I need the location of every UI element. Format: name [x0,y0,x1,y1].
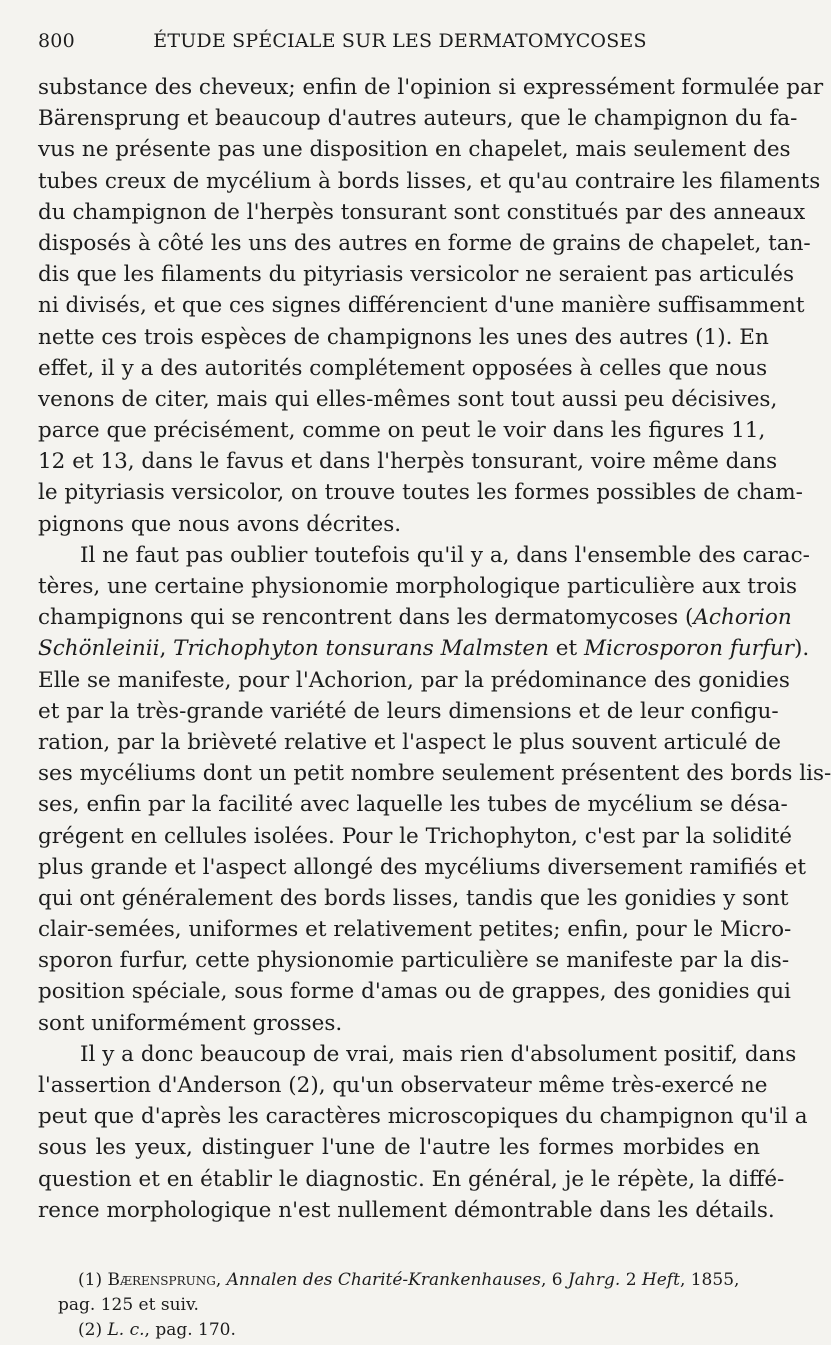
text-line: Bärensprung et beaucoup d'autres auteurs, que le champignon du fa- [38,106,798,132]
text-line: venons de citer, mais qui elles-mêmes sont tout aussi peu décisives, [38,386,778,412]
text-line: du champignon de l'herpès tonsurant sont constitués par des anneaux [38,199,806,225]
text-line: pignons que nous avons décrites. [38,511,402,537]
text-line: effet, il y a des autorités complétement opposées à celles que nous [38,355,768,381]
footnote-heft: Heft [641,1270,680,1290]
text-span: ). [793,636,810,662]
text-line: ses mycéliums dont un petit nombre seulement présentent des bords lis- [38,761,831,787]
running-header [38,30,762,62]
text-line: le pityriasis versicolor, on trouve toutes les formes possibles de cham- [38,480,803,506]
italic-species: Schönleinii [38,636,160,662]
footnote-work: Annalen des Charité-Krankenhauses [226,1270,541,1290]
running-title: ÉTUDE SPÉCIALE SUR LES DERMATOMYCOSES [153,30,647,52]
text-line: Il ne faut pas oublier toutefois qu'il y a, dans l'ensemble des carac- [80,542,810,568]
text-span: , pag. 170. [144,1320,236,1340]
italic-species: Trichophyton tonsurans Malmsten [173,636,549,662]
text-line: Il y a donc beaucoup de vrai, mais rien d'absolument positif, dans [80,1041,797,1067]
text-line: sont uniformément grosses. [38,1010,343,1036]
italic-species: Microsporon furfur [584,636,794,662]
paragraph-2 [38,540,831,1039]
text-line: qui ont généralement des bords lisses, tandis que les gonidies y sont [38,885,789,911]
footnote-jahrg: Jahrg. [567,1270,621,1290]
text-line: l'assertion d'Anderson (2), qu'un observateur même très-exercé ne [38,1073,768,1098]
text-line: nette ces trois espèces de champignons les unes des autres (1). En [38,324,769,350]
text-span: , [159,636,174,662]
footnotes [58,1268,762,1343]
text-line: parce que précisément, comme on peut le voir dans les figures 11, [38,418,766,444]
text-line: et par la très-grande variété de leurs dimensions et de leur configu- [38,698,779,724]
text-line: tubes creux de mycélium à bords lisses, et qu'au contraire les filaments [38,168,821,194]
text-line: position spéciale, sous forme d'amas ou de grappes, des gonidies qui [38,979,791,1005]
text-span: champignons qui se rencontrent dans les dermatomycoses ( [38,605,694,631]
footnote-marker: (2) [78,1320,103,1340]
text-line: 12 et 13, dans le favus et dans l'herpès tonsurant, voire même dans [38,449,778,475]
text-span: et [548,636,585,662]
text-line: rence morphologique n'est nullement démontrable dans les détails. [38,1197,775,1223]
text-line: grégent en cellules isolées. Pour le Trichophyton, c'est par la solidité [38,823,792,849]
paragraph-1 [38,72,824,540]
text-span: , 1855, [679,1270,740,1290]
paragraph-3 [38,1039,808,1226]
text-line: ses, enfin par la facilité avec laquelle les tubes de mycélium se désa- [38,792,788,818]
text-line: plus grande et l'aspect allongé des mycéliums diversement ramifiés et [38,854,807,880]
text-span: 2 [620,1270,642,1290]
text-line: sous les yeux, distinguer l'une de l'autre les formes morbides en [38,1135,760,1161]
text-line: vus ne présente pas une disposition en chapelet, mais seulement des [38,137,791,163]
text-line: tères, une certaine physionomie morphologique particulière aux trois [38,574,798,599]
footnote-2 [78,1318,762,1343]
text-line: clair-semées, uniformes et relativement petites; enfin, pour le Micro- [38,917,792,943]
footnote-marker: (1) [78,1270,103,1290]
text-line: disposés à côté les uns des autres en forme de grains de chapelet, tan- [38,230,811,256]
footnote-ref: L. c. [107,1320,145,1340]
text-line: ni divisés, et que ces signes différencient d'une manière suffisamment [38,293,805,319]
text-line: substance des cheveux; enfin de l'opinion si expressément formulée par [38,75,824,100]
italic-genus: Achorion [693,605,792,631]
text-line: question et en établir le diagnostic. En général, je le répète, la diffé- [38,1166,785,1192]
footnote-1-cont: pag. 125 et suiv. [58,1295,199,1315]
text-line: sporon furfur, cette physionomie particulière se manifeste par la dis- [38,948,790,974]
text-span: , 6 [540,1270,568,1290]
text-line [38,602,792,633]
text-span: , [215,1270,227,1290]
text-line: ration, par la brièveté relative et l'aspect le plus souvent articulé de [38,729,781,755]
main-text [38,72,831,1226]
text-line: peut que d'après les caractères microscopiques du champignon qu'il a [38,1104,808,1130]
text-line: Elle se manifeste, pour l'Achorion, par la prédominance des gonidies [38,667,790,693]
text-line [38,633,810,664]
page-number: 800 [38,30,75,52]
text-line: dis que les filaments du pityriasis versicolor ne seraient pas articulés [38,262,794,288]
footnote-author: Bærensprung [107,1270,216,1290]
footnote-1 [78,1268,762,1293]
